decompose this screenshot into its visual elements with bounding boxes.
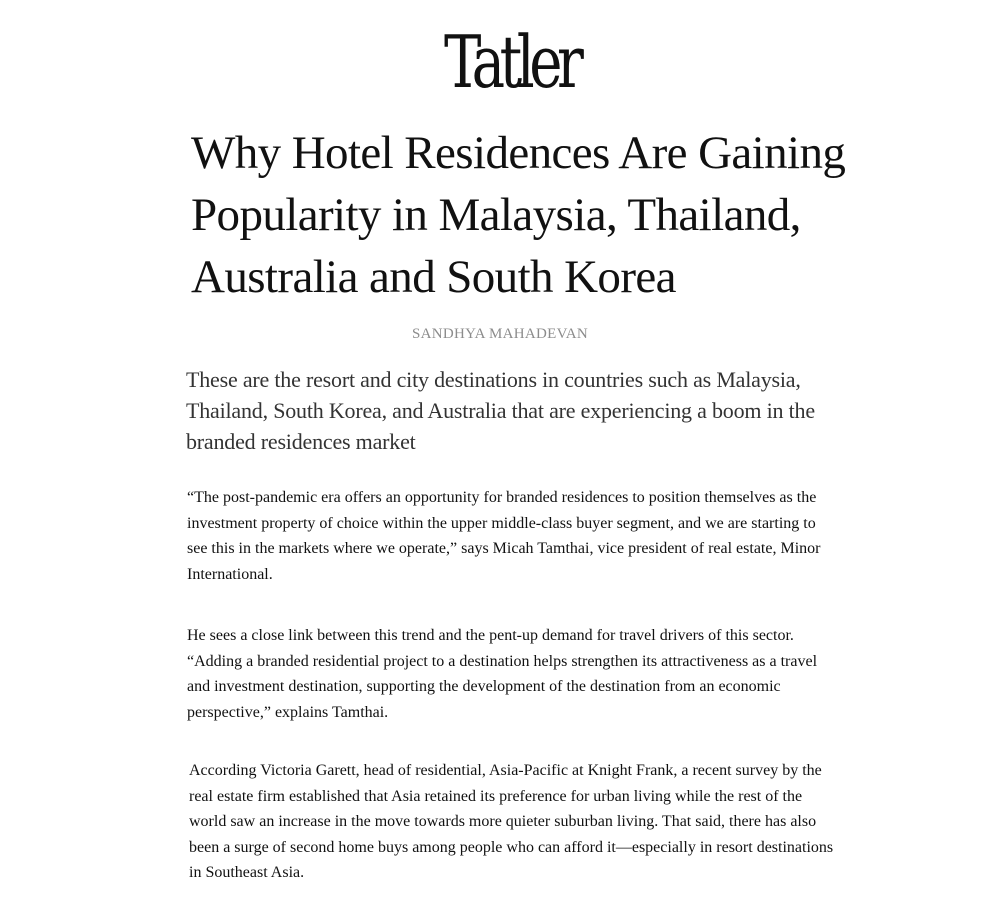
body-paragraph: “The post-pandemic era offers an opportunity for branded residences to position themselves as the investment property of choice within the upper middle-class buyer segment, and we are starting to see this in the markets where we operate,” says Micah Tamthai, vice president of real estate, Minor International. xyxy=(187,489,821,583)
body-paragraph: According Victoria Garett, head of residential, Asia-Pacific at Knight Frank, a recent survey by the real estate firm established that Asia retained its preference for urban living while the rest of the world saw an increase in the move towards more quieter suburban living. That said, there has also been a surge of second home buys among people who can afford it—especially in resort destinations in Southeast Asia. xyxy=(189,762,834,881)
tatler-logo[interactable]: Tatler xyxy=(444,20,579,104)
body-paragraph: He sees a close link between this trend and the pent-up demand for travel drivers of this sector. “Adding a branded residential project to a destination helps strengthen its attractiveness as a travel and investment destination, supporting the development of the destination from an economic perspective,” explains Tamthai. xyxy=(187,627,818,721)
article-title: Why Hotel Residences Are Gaining Popularity in Malaysia, Thailand, Australia and South Korea xyxy=(191,127,846,303)
article-standfirst: These are the resort and city destinations in countries such as Malaysia, Thailand, South Korea, and Australia that are experiencing a boom in the branded residences market xyxy=(186,367,815,454)
author-byline[interactable]: SANDHYA MAHADEVAN xyxy=(411,326,589,342)
